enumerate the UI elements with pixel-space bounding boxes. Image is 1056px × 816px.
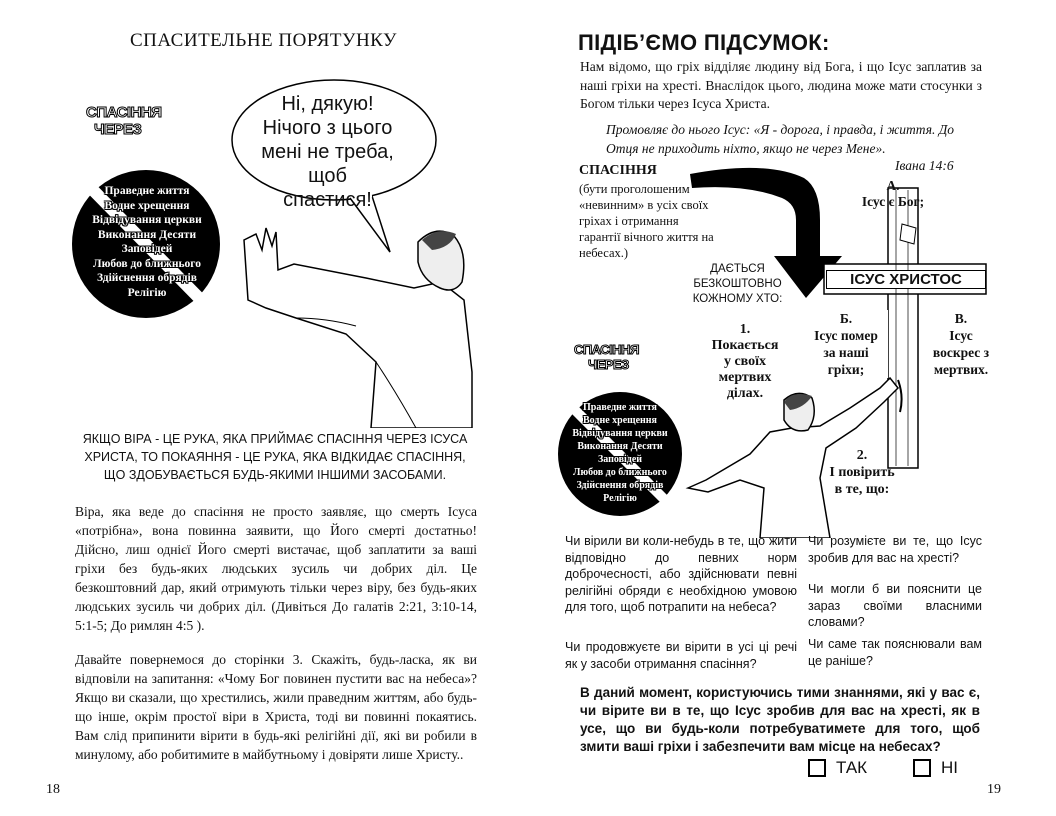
question-5: Чи саме так пояснювали вам це раніше? bbox=[808, 637, 982, 668]
no-checkbox[interactable] bbox=[913, 759, 931, 777]
question-2: Чи продовжуєте ви вірити в усі ці речі як у засоби отримання спасіння? bbox=[565, 640, 797, 671]
speech-bubble-text: Ні, дякую! Нічого з цього мені не треба, щоб спастися! bbox=[261, 93, 394, 211]
faith-repentance-statement: ЯКЩО ВІРА - ЦЕ РУКА, ЯКА ПРИЙМАЄ СПАСІННЯ ЧЕРЕЗ ІСУСА ХРИСТА, ТО ПОКАЯННЯ - ЦЕ РУКА, ЯКА ВІДКИДАЄ СПАСІННЯ, ЩО ЗДОБУВАЄТЬСЯ БУДЬ-ЯКИМИ ІНШИМИ ЗАСОБАМИ. bbox=[82, 432, 468, 482]
left-paragraph-2: Давайте повернемося до сторінки 3. Скажіть, будь-ласка, як ви відповіли на запитання: «Чому Бог повинен пустити вас на небеса»? Якщо ви сказали, що хрестились, жили праведним життям, або будь-що інше, окрім простої віри в Христа, тоді ви повинні покаятись. Вам слід припинити вірити в будь-які релігійні дії, які ви робили в минулому, або робитимите в майбутньому і довіряти лише Христу.. bbox=[75, 652, 477, 762]
point-a: А. Ісус є Бог; bbox=[861, 178, 925, 209]
salvation-via-label-right: СПАСІННЯ ЧЕРЕЗ bbox=[574, 342, 639, 372]
right-page-title: ПІДІБ’ЄМО ПІДСУМОК: bbox=[578, 30, 830, 55]
scripture-reference: Івана 14:6 bbox=[895, 158, 954, 173]
given-free-label: ДАЄТЬСЯ БЕЗКОШТОВНО КОЖНОМУ ХТО: bbox=[692, 263, 783, 305]
left-page-title: СПАСИТЕЛЬНЕ ПОРЯТУНКУ bbox=[130, 30, 397, 51]
question-4: Чи могли б ви пояснити це зараз своїми власними словами? bbox=[808, 582, 982, 629]
final-question: В даний момент, користуючись тими знаннями, які у вас є, чи вірите ви в те, що Ісус зробив для вас на хресті, як в усе, що ви будь-коли потребуватимете для того, щоб змити ваші гріхи і забезпечити вам місце на небесах? bbox=[580, 685, 980, 754]
question-1: Чи вірили ви коли-небудь в те, що жити відповідно до певних норм доброчесності, або здійснювати певні релігійні обряди є необхідною умовою для того, щоб потрапити на небеса? bbox=[565, 534, 797, 614]
no-label: НІ bbox=[941, 758, 958, 777]
left-page-number: 18 bbox=[46, 782, 60, 797]
left-circle-list: Праведне життя Водне хрещення Відвідування церкви Виконання Десяти Заповідей Любов до ближнього Здійснення обрядів Релігію bbox=[92, 185, 202, 299]
yes-option[interactable] bbox=[808, 758, 867, 778]
step-1-repent: 1. Покається у своїх мертвих ділах. bbox=[711, 322, 779, 401]
salvation-heading: СПАСІННЯ bbox=[579, 163, 657, 178]
question-3: Чи розумієте ви те, що Ісус зробив для вас на хресті? bbox=[808, 534, 982, 565]
scripture-quote: Промовляє до нього Ісус: «Я - дорога, і правда, і життя. До Отця не приходить ніхто, якщо не через Мене». bbox=[606, 122, 955, 156]
cross-sign: ІСУС ХРИСТОС bbox=[826, 270, 986, 289]
salvation-description: (бути проголошеним «невинним» в усіх своїх гріхах і отримання гарантії вічного життя на небесах.) bbox=[579, 182, 714, 260]
yes-checkbox[interactable] bbox=[808, 759, 826, 777]
right-page-number: 19 bbox=[987, 782, 1001, 797]
no-option[interactable] bbox=[913, 758, 958, 778]
salvation-via-label: СПАСІННЯ ЧЕРЕЗ bbox=[86, 104, 162, 138]
yes-label: ТАК bbox=[836, 758, 868, 777]
right-circle-list: Праведне життя Водне хрещення Відвідування церкви Виконання Десяти Заповідей Любов до ближнього Здійснення обрядів Релігію bbox=[572, 402, 668, 504]
right-intro-paragraph: Нам відомо, що гріх відділяє людину від Бога, і що Ісус заплатив за наші гріхи на хресті. Внаслідок цього, людина може мати стосунки з Богом тільки через Ісуса Христа. bbox=[580, 59, 982, 111]
point-b: Б. Ісус помер за наші гріхи; bbox=[804, 310, 888, 378]
point-c: В. Ісус воскрес з мертвих. bbox=[921, 310, 1001, 378]
woman-refusing-illustration bbox=[236, 222, 476, 428]
step-2-believe: 2. І повірить в те, що: bbox=[829, 448, 895, 497]
left-paragraph-1: Віра, яка веде до спасіння не просто заявляє, що смерть Ісуса «потрібна», вона повинна заявити, що Його смерті достатньо! Дійсно, лиш однієї Його смерті вистачає, щоб заплатити за ваші гріхи без будь-яких людських зусиль чи добрих діл. Це безкоштовний дар, який отримують тільки через віру, без будь-яких людських зусиль чи добрих діл. (Дивіться До галатів 2:21, 3:10-14, 5:1-5; До римлян 4:5 ). bbox=[75, 504, 477, 633]
